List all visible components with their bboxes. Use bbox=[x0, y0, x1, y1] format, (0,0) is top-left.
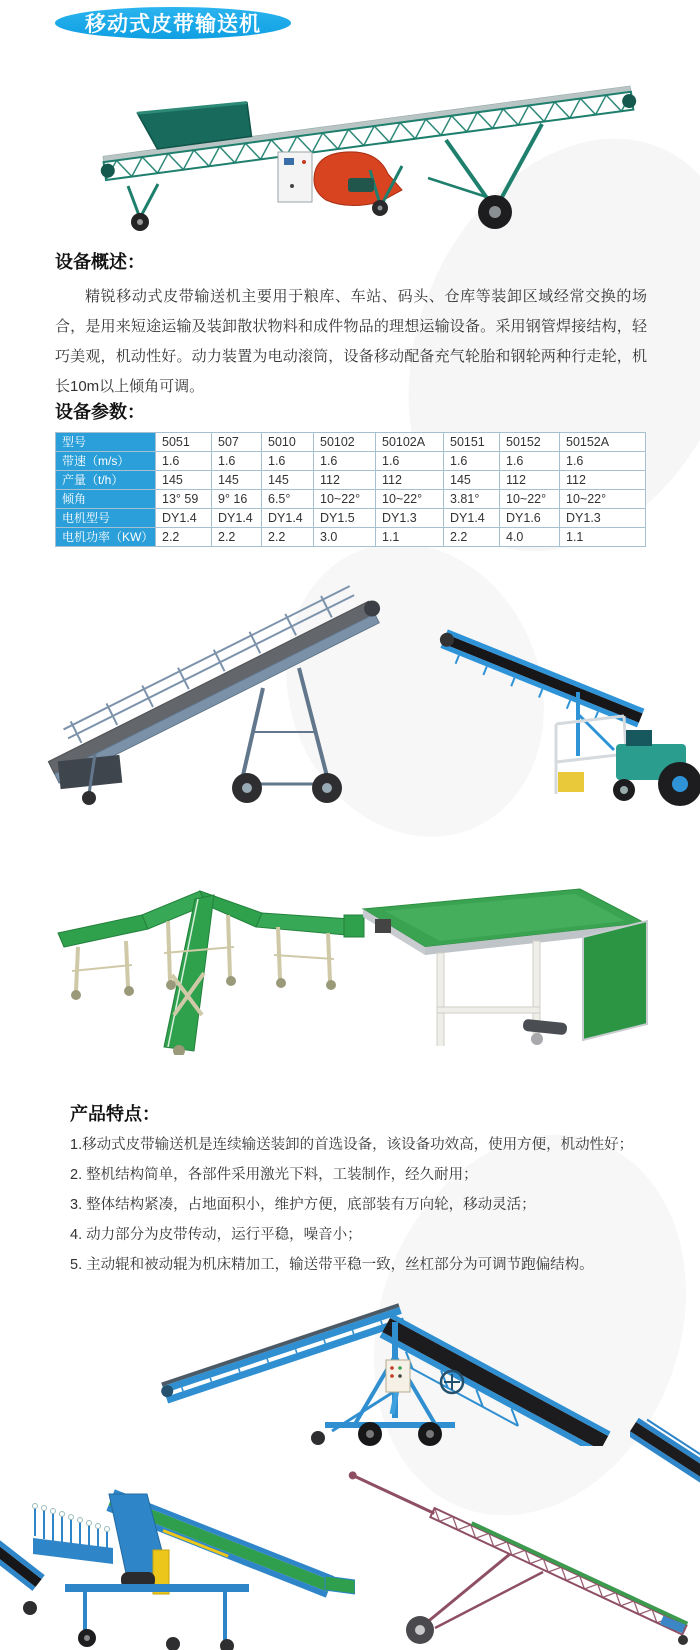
param-cell: 6.5° bbox=[262, 490, 314, 509]
param-cell: 112 bbox=[500, 471, 560, 490]
param-cell: 5051 bbox=[156, 433, 212, 452]
product-photo-fragment-right bbox=[630, 1418, 700, 1488]
gallery-row-1 bbox=[0, 556, 700, 808]
param-cell: 13° 59 bbox=[156, 490, 212, 509]
product-photo-maroon-truss-conveyor bbox=[295, 1462, 695, 1650]
param-cell: DY1.4 bbox=[156, 509, 212, 528]
feature-item: 1.移动式皮带输送机是连续输送装卸的首选设备，该设备功效高，使用方便，机动性好； bbox=[70, 1137, 634, 1153]
param-row-label: 电机功率（KW） bbox=[56, 528, 156, 547]
param-cell: 145 bbox=[444, 471, 500, 490]
param-cell: 50151 bbox=[444, 433, 500, 452]
table-row bbox=[56, 433, 646, 452]
param-cell: 1.6 bbox=[500, 452, 560, 471]
product-photo-green-table-conveyor bbox=[345, 861, 657, 1046]
gallery-row-3 bbox=[0, 1418, 700, 1650]
param-row-label: 型号 bbox=[56, 433, 156, 452]
overview-text: 精锐移动式皮带输送机主要用于粮库、车站、码头、仓库等装卸区域经常交换的场合，是用来短途运输及装卸散状物料和成件物品的理想运输设备。采用钢管焊接结构，轻巧美观，机动性好。动力装置为电动滚筒，设备移动配备充气轮胎和钢轮两种行走轮，机长10m以上倾角可调。 bbox=[55, 288, 647, 395]
param-cell: 1.6 bbox=[156, 452, 212, 471]
param-cell: 145 bbox=[212, 471, 262, 490]
param-cell: 1.1 bbox=[560, 528, 646, 547]
param-cell: DY1.4 bbox=[262, 509, 314, 528]
param-cell: 3.81° bbox=[444, 490, 500, 509]
param-row-label: 电机型号 bbox=[56, 509, 156, 528]
param-cell: DY1.6 bbox=[500, 509, 560, 528]
param-cell: 1.6 bbox=[444, 452, 500, 471]
product-photo-green-zigzag-conveyors bbox=[52, 855, 367, 1055]
parameters-table bbox=[55, 432, 646, 547]
param-cell: 145 bbox=[156, 471, 212, 490]
param-cell: 3.0 bbox=[314, 528, 376, 547]
param-cell: 2.2 bbox=[262, 528, 314, 547]
param-cell: 2.2 bbox=[212, 528, 262, 547]
param-cell: 2.2 bbox=[156, 528, 212, 547]
param-cell: 1.6 bbox=[560, 452, 646, 471]
table-row bbox=[56, 471, 646, 490]
param-cell: 50102A bbox=[376, 433, 444, 452]
table-row bbox=[56, 528, 646, 547]
param-cell: DY1.3 bbox=[560, 509, 646, 528]
table-row bbox=[56, 490, 646, 509]
param-cell: 5010 bbox=[262, 433, 314, 452]
title-banner bbox=[55, 7, 291, 39]
teal-truss-conveyor-illustration bbox=[48, 60, 652, 238]
param-cell: 112 bbox=[376, 471, 444, 490]
param-row-label: 带速（m/s） bbox=[56, 452, 156, 471]
param-cell: DY1.4 bbox=[444, 509, 500, 528]
feature-item: 2. 整机结构简单，各部件采用激光下料，工装制作，经久耐用； bbox=[70, 1167, 478, 1183]
table-row bbox=[56, 509, 646, 528]
param-cell: 9° 16 bbox=[212, 490, 262, 509]
param-cell: DY1.3 bbox=[376, 509, 444, 528]
param-cell: 112 bbox=[560, 471, 646, 490]
param-cell: 50152 bbox=[500, 433, 560, 452]
param-row-label: 倾角 bbox=[56, 490, 156, 509]
param-cell: 4.0 bbox=[500, 528, 560, 547]
param-cell: 1.6 bbox=[376, 452, 444, 471]
param-cell: 50152A bbox=[560, 433, 646, 452]
param-cell: 1.1 bbox=[376, 528, 444, 547]
page-title: 移动式皮带输送机 bbox=[85, 13, 261, 36]
product-photo-hero bbox=[48, 60, 652, 238]
param-cell: 1.6 bbox=[314, 452, 376, 471]
param-cell: 1.6 bbox=[262, 452, 314, 471]
param-cell: 10~22° bbox=[500, 490, 560, 509]
feature-item: 4. 动力部分为皮带传动，运行平稳，噪音小； bbox=[70, 1227, 362, 1243]
parameters-heading: 设备参数： bbox=[55, 402, 145, 422]
features-heading: 产品特点： bbox=[70, 1104, 160, 1124]
feature-item: 3. 整体结构紧凑，占地面积小，维护方便，底部装有万向轮，移动灵活； bbox=[70, 1197, 536, 1213]
param-cell: 2.2 bbox=[444, 528, 500, 547]
product-photo-tractor-mounted-conveyor bbox=[428, 604, 700, 808]
overview-heading: 设备概述： bbox=[55, 252, 145, 272]
param-row-label: 产量（t/h） bbox=[56, 471, 156, 490]
features-list bbox=[70, 1130, 670, 1280]
param-cell: 507 bbox=[212, 433, 262, 452]
param-cell: 10~22° bbox=[376, 490, 444, 509]
feature-item: 5. 主动辊和被动辊为机床精加工，输送带平稳一致，丝杠部分为可调节跑偏结构。 bbox=[70, 1257, 594, 1273]
gallery-row-2 bbox=[0, 815, 700, 1055]
param-cell: 145 bbox=[262, 471, 314, 490]
param-cell: DY1.5 bbox=[314, 509, 376, 528]
param-cell: DY1.4 bbox=[212, 509, 262, 528]
param-cell: 10~22° bbox=[314, 490, 376, 509]
param-cell: 50102 bbox=[314, 433, 376, 452]
param-cell: 1.6 bbox=[212, 452, 262, 471]
param-cell: 10~22° bbox=[560, 490, 646, 509]
param-cell: 112 bbox=[314, 471, 376, 490]
product-photo-gray-incline-conveyor bbox=[35, 562, 443, 808]
table-row bbox=[56, 452, 646, 471]
